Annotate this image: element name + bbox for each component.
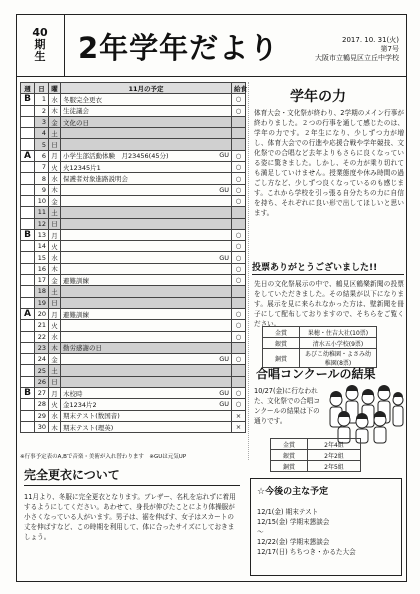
uniform-title: 完全更衣について [24, 466, 240, 486]
day-of-week: 月 [49, 388, 61, 399]
gu-tag: GU [219, 253, 229, 262]
week-cell [21, 105, 35, 116]
schedule-table [20, 82, 246, 433]
cohort-box [16, 14, 65, 76]
lunch-mark [232, 207, 246, 218]
day-of-week: 月 [49, 150, 61, 161]
event-content [63, 151, 229, 160]
lunch-mark: ○ [232, 308, 246, 319]
award-winner: あびこ幼稚園・よさみ幼稚園(8票) [300, 349, 377, 368]
event-content [63, 423, 229, 432]
column-divider [248, 82, 249, 460]
schedule-row [21, 218, 246, 229]
schedule-row [21, 388, 246, 399]
lunch-mark: ○ [232, 354, 246, 365]
newsletter-title: 2年学年だより [78, 31, 280, 65]
day-of-week: 金 [49, 195, 61, 206]
schedule-row [21, 139, 246, 150]
day-number: 8 [35, 173, 49, 184]
schedule-row [21, 162, 246, 173]
event-cell [61, 308, 232, 319]
event-content [63, 174, 229, 183]
week-cell [21, 139, 35, 150]
lunch-mark [232, 365, 246, 376]
upcoming-plans-box [250, 478, 402, 576]
gu-tag: GU [219, 355, 229, 364]
event-cell [61, 184, 232, 195]
gu-tag: GU [219, 185, 229, 194]
lunch-mark: ○ [232, 275, 246, 286]
day-of-week: 土 [49, 207, 61, 218]
event-cell [61, 263, 232, 274]
header-divider [16, 76, 407, 77]
event-cell [61, 116, 232, 127]
event-cell [61, 297, 232, 308]
day-number: 21 [35, 320, 49, 331]
week-cell: A [21, 150, 35, 161]
schedule-row [21, 410, 246, 421]
event-cell [61, 342, 232, 353]
event-content [63, 276, 229, 285]
event-label: 火12345片1 [63, 163, 101, 172]
event-cell [61, 388, 232, 399]
issue-number: 第7号 [380, 45, 399, 53]
event-cell [61, 252, 232, 263]
week-cell [21, 342, 35, 353]
day-of-week: 水 [49, 331, 61, 342]
event-label: 冬服完全更衣 [63, 95, 102, 104]
award-row [271, 450, 361, 461]
event-label: 木校時 [63, 389, 83, 398]
event-cell [61, 229, 232, 240]
event-label: 期末テスト(数国音) [63, 412, 120, 421]
schedule-row [21, 275, 246, 286]
week-cell [21, 218, 35, 229]
event-cell [61, 365, 232, 376]
day-number: 20 [35, 308, 49, 319]
lunch-mark [232, 139, 246, 150]
event-cell [61, 286, 232, 297]
schedule-row [21, 263, 246, 274]
header-lunch: 給食 [232, 83, 246, 94]
award-winner: 2年5組 [308, 461, 361, 472]
schedule-note: ※行事予定表のA,Bで音楽・美術が入れ替わります ※GUは元気UP [20, 454, 187, 460]
award-rank: 金賞 [263, 327, 300, 338]
event-cell [61, 139, 232, 150]
day-number: 6 [35, 150, 49, 161]
day-of-week: 金 [49, 354, 61, 365]
day-number: 13 [35, 229, 49, 240]
gu-tag: GU [219, 388, 229, 397]
event-cell [61, 207, 232, 218]
event-content [63, 400, 229, 409]
week-cell [21, 241, 35, 252]
day-number: 25 [35, 365, 49, 376]
day-number: 4 [35, 128, 49, 139]
schedule-row [21, 286, 246, 297]
lunch-mark: × [232, 410, 246, 421]
day-number: 7 [35, 162, 49, 173]
plan-item: 12/1(金) 期末テスト [257, 508, 319, 516]
event-cell [61, 173, 232, 184]
schedule-row [21, 184, 246, 195]
day-number: 18 [35, 286, 49, 297]
day-of-week: 水 [49, 252, 61, 263]
lunch-mark: ○ [232, 173, 246, 184]
lunch-mark: × [232, 421, 246, 432]
schedule-row [21, 376, 246, 387]
event-label: 金1234片2 [63, 400, 97, 409]
event-cell [61, 275, 232, 286]
week-cell [21, 275, 35, 286]
lunch-mark: ○ [232, 388, 246, 399]
event-content [63, 355, 229, 363]
week-cell [21, 421, 35, 432]
schedule-row [21, 195, 246, 206]
event-content [63, 343, 229, 352]
event-label: 文化の日 [63, 118, 89, 127]
day-of-week: 水 [49, 410, 61, 421]
award-winner: 果穂・住吉大社(10票) [300, 327, 377, 338]
lunch-mark: ○ [232, 399, 246, 410]
lunch-mark: ○ [232, 331, 246, 342]
schedule-row [21, 94, 246, 105]
day-of-week: 火 [49, 320, 61, 331]
event-cell [61, 162, 232, 173]
schedule-row [21, 297, 246, 308]
day-number: 28 [35, 399, 49, 410]
day-of-week: 木 [49, 263, 61, 274]
event-content [63, 118, 229, 127]
event-label: 保護者対象進路説明会 [63, 175, 128, 184]
plan-item: 12/22(金) 学期末懇談会 [257, 538, 330, 546]
schedule-row [21, 320, 246, 331]
day-of-week: 火 [49, 399, 61, 410]
week-cell [21, 331, 35, 342]
gu-tag: GU [219, 399, 229, 408]
schedule-row [21, 116, 246, 127]
week-cell [21, 116, 35, 127]
day-number: 9 [35, 184, 49, 195]
day-number: 1 [35, 94, 49, 105]
week-cell [21, 376, 35, 387]
day-number: 22 [35, 331, 49, 342]
schedule-row [21, 421, 246, 432]
day-of-week: 土 [49, 128, 61, 139]
schedule-row [21, 252, 246, 263]
day-of-week: 木 [49, 184, 61, 195]
week-cell: A [21, 308, 35, 319]
award-rank: 銅賞 [263, 349, 300, 368]
day-number: 16 [35, 263, 49, 274]
header-week: 週 [21, 83, 35, 94]
lunch-mark: ○ [232, 252, 246, 263]
year-power-title: 学年の力 [290, 89, 346, 105]
week-cell [21, 252, 35, 263]
lunch-mark: ○ [232, 241, 246, 252]
day-number: 15 [35, 252, 49, 263]
week-cell [21, 410, 35, 421]
choir-awards-table [270, 438, 361, 472]
lunch-mark [232, 286, 246, 297]
gu-tag: GU [219, 151, 229, 160]
day-of-week: 木 [49, 421, 61, 432]
week-cell [21, 354, 35, 365]
event-cell [61, 331, 232, 342]
schedule-row [21, 207, 246, 218]
week-cell [21, 162, 35, 173]
day-number: 10 [35, 195, 49, 206]
choir-body: 10/27(金)に行なわれた、文化祭での合唱コンクールの結果は下の通りです。 [254, 387, 320, 425]
award-winner: 2年2組 [308, 450, 361, 461]
lunch-mark [232, 297, 246, 308]
choir-title: 合唱コンクールの結果 [256, 367, 376, 381]
event-cell [61, 94, 232, 105]
lunch-mark: ○ [232, 150, 246, 161]
event-cell [61, 421, 232, 432]
award-rank: 銅賞 [271, 461, 308, 472]
week-cell [21, 297, 35, 308]
event-label: 生徒議会 [63, 107, 89, 116]
week-cell [21, 320, 35, 331]
day-of-week: 金 [49, 116, 61, 127]
day-of-week: 日 [49, 297, 61, 308]
day-number: 2 [35, 105, 49, 116]
event-label: 避難訓練 [63, 310, 89, 319]
lunch-mark: ○ [232, 195, 246, 206]
schedule-row [21, 229, 246, 240]
award-rank: 銀賞 [263, 338, 300, 349]
event-content [63, 310, 229, 319]
schedule-row [21, 399, 246, 410]
day-number: 29 [35, 410, 49, 421]
event-cell [61, 354, 232, 365]
header-plan: 11月の予定 [61, 83, 232, 94]
event-label: 勤労感謝の日 [63, 344, 102, 353]
schedule-row [21, 342, 246, 353]
week-cell [21, 399, 35, 410]
schedule-row [21, 365, 246, 376]
week-cell [21, 184, 35, 195]
award-winner: 2年4組 [308, 439, 361, 450]
week-cell [21, 286, 35, 297]
choir-singers-illustration [322, 382, 406, 444]
day-number: 26 [35, 376, 49, 387]
award-rank: 銀賞 [271, 450, 308, 461]
school-name: 大阪市立鶴見区立丘中学校 [315, 54, 399, 62]
vote-body: 先日の文化祭展示の中で、鶴見区鶴樂新聞の投票をしていただきました。その結果が以下になります。展示を見に来られなかった方は、壁新聞を冊子にして配布しておりますので、そちらをご覧ください。 [254, 280, 404, 328]
day-of-week: 土 [49, 365, 61, 376]
day-number: 3 [35, 116, 49, 127]
event-content [63, 389, 229, 398]
day-number: 24 [35, 354, 49, 365]
cohort-label-1: 期 [34, 38, 46, 51]
schedule-row [21, 241, 246, 252]
event-cell [61, 410, 232, 421]
lunch-mark: ○ [232, 320, 246, 331]
award-winner: 清水五小学校(9票) [300, 338, 377, 349]
day-number: 14 [35, 241, 49, 252]
lunch-mark: ○ [232, 94, 246, 105]
award-row [271, 439, 361, 450]
event-cell [61, 376, 232, 387]
plan-item: 12/17(日) ちちつき・かるた大会 [257, 548, 356, 556]
lunch-mark: ○ [232, 162, 246, 173]
lunch-mark [232, 376, 246, 387]
day-of-week: 日 [49, 376, 61, 387]
day-of-week: 日 [49, 218, 61, 229]
schedule-row [21, 128, 246, 139]
week-cell [21, 207, 35, 218]
header-day: 日 [35, 83, 49, 94]
day-of-week: 水 [49, 94, 61, 105]
lunch-mark: ○ [232, 105, 246, 116]
week-cell [21, 365, 35, 376]
lunch-mark: ○ [232, 263, 246, 274]
week-cell: B [21, 229, 35, 240]
lunch-mark [232, 128, 246, 139]
plan-item: 12/15(金) 学期末懇談会 [257, 518, 330, 526]
week-cell [21, 263, 35, 274]
award-row [271, 461, 361, 472]
day-number: 23 [35, 342, 49, 353]
event-cell [61, 218, 232, 229]
cohort-number: 40 [32, 26, 48, 39]
vote-awards-table [262, 326, 377, 368]
uniform-body: 11月より、冬服に完全更衣となります。ブレザー、名札を忘れずに着用するようにしてください。あわせて、身長が伸びたことにより体操服が小さくなっている人がいます。男子は、裾を伸ばす、女子はスカートの丈を伸ばすなど、この時期を利用して、体に合ったサイズにしておきましょう。 [24, 493, 236, 541]
lunch-mark [232, 116, 246, 127]
day-of-week: 木 [49, 105, 61, 116]
day-number: 12 [35, 218, 49, 229]
week-cell [21, 128, 35, 139]
event-label: 小学生部活動体験 月23456(45分) [63, 152, 169, 161]
event-label: 避難訓練 [63, 276, 89, 285]
lunch-mark [232, 342, 246, 353]
event-label: 期末テスト(理英) [63, 423, 114, 432]
award-row [263, 327, 377, 338]
week-cell: B [21, 388, 35, 399]
day-number: 17 [35, 275, 49, 286]
cohort-label-2: 生 [34, 50, 46, 63]
event-content [63, 186, 229, 194]
event-content [63, 254, 229, 262]
day-number: 30 [35, 421, 49, 432]
event-cell [61, 241, 232, 252]
event-cell [61, 105, 232, 116]
day-number: 11 [35, 207, 49, 218]
day-number: 19 [35, 297, 49, 308]
day-of-week: 日 [49, 139, 61, 150]
schedule-row [21, 354, 246, 365]
event-content [63, 411, 229, 420]
schedule-row [21, 105, 246, 116]
schedule-row [21, 150, 246, 161]
award-rank: 金賞 [271, 439, 308, 450]
day-of-week: 火 [49, 241, 61, 252]
day-number: 5 [35, 139, 49, 150]
lunch-mark [232, 218, 246, 229]
day-of-week: 土 [49, 286, 61, 297]
week-cell [21, 195, 35, 206]
day-of-week: 火 [49, 162, 61, 173]
week-cell [21, 173, 35, 184]
issue-date: 2017. 10. 31(火) [342, 36, 399, 44]
day-of-week: 月 [49, 229, 61, 240]
schedule-row [21, 331, 246, 342]
day-of-week: 水 [49, 173, 61, 184]
day-number: 27 [35, 388, 49, 399]
plan-item: ～ [257, 528, 264, 536]
event-cell [61, 320, 232, 331]
lunch-mark: ○ [232, 229, 246, 240]
day-of-week: 月 [49, 308, 61, 319]
schedule-row [21, 173, 246, 184]
event-cell [61, 399, 232, 410]
event-cell [61, 195, 232, 206]
award-row [263, 338, 377, 349]
vote-title: 投票ありがとうございました!! [252, 260, 404, 275]
day-of-week: 金 [49, 275, 61, 286]
event-content [63, 163, 229, 172]
event-content [63, 106, 229, 115]
plans-title: ☆今後の主な予定 [257, 487, 329, 497]
schedule-header-row [21, 83, 246, 94]
year-power-body: 体育大会・文化祭が終わり、2学期のメイン行事が終わりました。２つの行事を通して感じたのは、学年の力です。２年生になり、少しずつ力が増し、体育大会での行進や応援合戦や学年競技、文化祭での合唱など去年よりもさらに良くなっている姿に驚きました。しかし、その力が乗り切れても満足していけません。授業態度や休み時間の過ごし方など、少しずつ良くなっているのも感じます。これから学校を引っ張る自分たちの力に自信を持ち、それぞれに良い形で出してほしいと思います。 [254, 109, 404, 217]
lunch-mark: ○ [232, 184, 246, 195]
schedule-row [21, 308, 246, 319]
event-content [63, 95, 229, 104]
header-meta [315, 36, 399, 63]
event-cell [61, 150, 232, 161]
header-dow: 曜 [49, 83, 61, 94]
event-cell [61, 128, 232, 139]
day-of-week: 木 [49, 342, 61, 353]
header [16, 14, 407, 76]
plans-list [257, 507, 356, 557]
week-cell: B [21, 94, 35, 105]
